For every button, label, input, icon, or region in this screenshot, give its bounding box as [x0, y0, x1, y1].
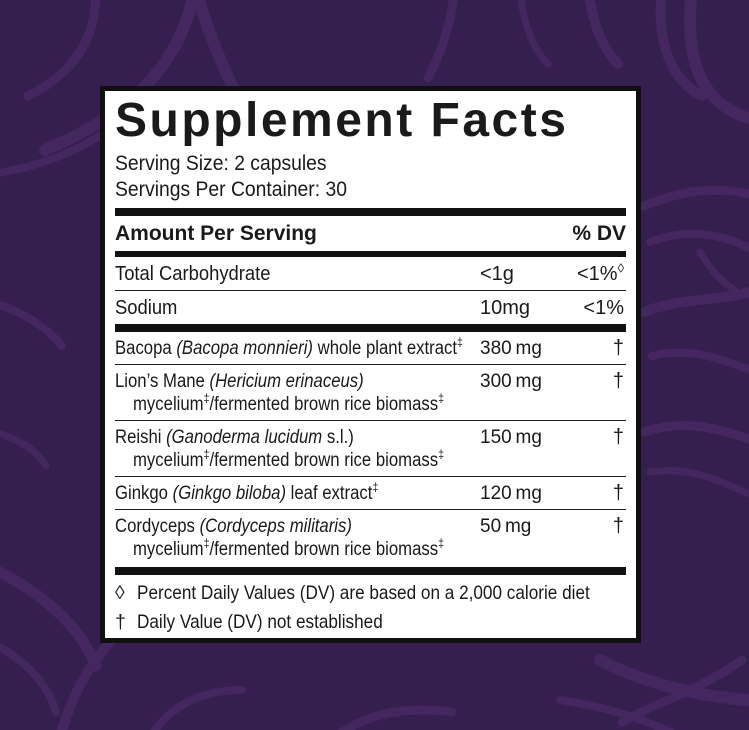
latin-name: (Cordyceps militaris) — [199, 516, 352, 537]
latin-name: (Ginkgo biloba) — [172, 483, 287, 504]
ingredient-subline: mycelium‡/fermented brown rice biomass‡ — [133, 390, 444, 415]
nutrient-row-total-carbohydrate — [115, 257, 626, 290]
ingredient-subline: mycelium‡/fermented brown rice biomass‡ — [133, 535, 444, 560]
ingredient-dv: † — [612, 426, 624, 448]
nutrient-dv: <1% — [583, 297, 624, 319]
thick-divider-top — [115, 208, 626, 216]
ingredient-dv: † — [612, 370, 624, 392]
footnote-text: Daily Value (DV) not established — [137, 611, 383, 633]
footnote-daily-value — [115, 608, 626, 637]
servings-per-container-line — [115, 177, 626, 203]
percent-dv-header: % DV — [572, 222, 626, 245]
ingredient-name: Bacopa (Bacopa monnieri) whole plant extract‡ — [115, 334, 463, 359]
ingredient-row-reishi — [115, 420, 626, 476]
nutrient-row-sodium — [115, 290, 626, 324]
footnote-percent-dv — [115, 579, 626, 608]
thick-divider-mid — [115, 324, 626, 332]
nutrient-amount: <1g — [480, 263, 514, 285]
latin-name: (Ganoderma lucidum — [166, 427, 323, 448]
ingredient-row-ginkgo — [115, 476, 626, 509]
ingredient-name: Reishi (Ganoderma lucidum s.l.) — [115, 427, 354, 448]
ingredient-amount: 50 mg — [480, 516, 532, 537]
ingredient-amount: 300 mg — [480, 371, 542, 392]
ingredient-row-lions-mane — [115, 364, 626, 420]
latin-name: (Hericium erinaceus) — [209, 371, 364, 392]
nutrient-name: Sodium — [115, 297, 178, 319]
double-dagger-note: ‡ — [457, 334, 463, 349]
ingredient-dv: † — [612, 337, 624, 359]
ingredient-row-bacopa — [115, 332, 626, 364]
ingredient-subline: mycelium‡/fermented brown rice biomass‡ — [133, 446, 444, 471]
ingredient-name: Lion’s Mane (Hericium erinaceus) — [115, 371, 364, 392]
servings-per-container-text: Servings Per Container: 30 — [115, 178, 347, 201]
panel-title: Supplement Facts — [115, 94, 569, 147]
dagger-symbol: † — [115, 611, 126, 633]
ingredient-dv: † — [612, 482, 624, 504]
ingredient-name: Cordyceps (Cordyceps militaris) — [115, 516, 352, 537]
thick-divider-bottom — [115, 567, 626, 575]
diamond-symbol: ◊ — [115, 582, 125, 604]
supplement-facts-panel — [100, 86, 641, 643]
ingredient-amount: 120 mg — [480, 483, 542, 504]
ingredient-amount: 380 mg — [480, 338, 542, 359]
ingredient-dv: † — [612, 515, 624, 537]
serving-size-line — [115, 151, 626, 177]
column-header-row — [115, 216, 626, 251]
footnote-text: Percent Daily Values (DV) are based on a 2,000 calorie diet — [137, 582, 590, 604]
nutrient-amount: 10mg — [480, 297, 531, 319]
dv-diamond-note: ◊ — [617, 260, 624, 276]
ingredient-amount: 150 mg — [480, 427, 542, 448]
ingredient-name: Ginkgo (Ginkgo biloba) leaf extract‡ — [115, 479, 379, 504]
serving-size-text: Serving Size: 2 capsules — [115, 152, 327, 175]
ingredient-row-cordyceps — [115, 509, 626, 565]
nutrient-dv: <1%◊ — [576, 260, 624, 285]
latin-name: (Bacopa monnieri) — [176, 338, 313, 359]
nutrient-name: Total Carbohydrate — [115, 263, 271, 285]
amount-per-serving-header: Amount Per Serving — [115, 222, 317, 245]
